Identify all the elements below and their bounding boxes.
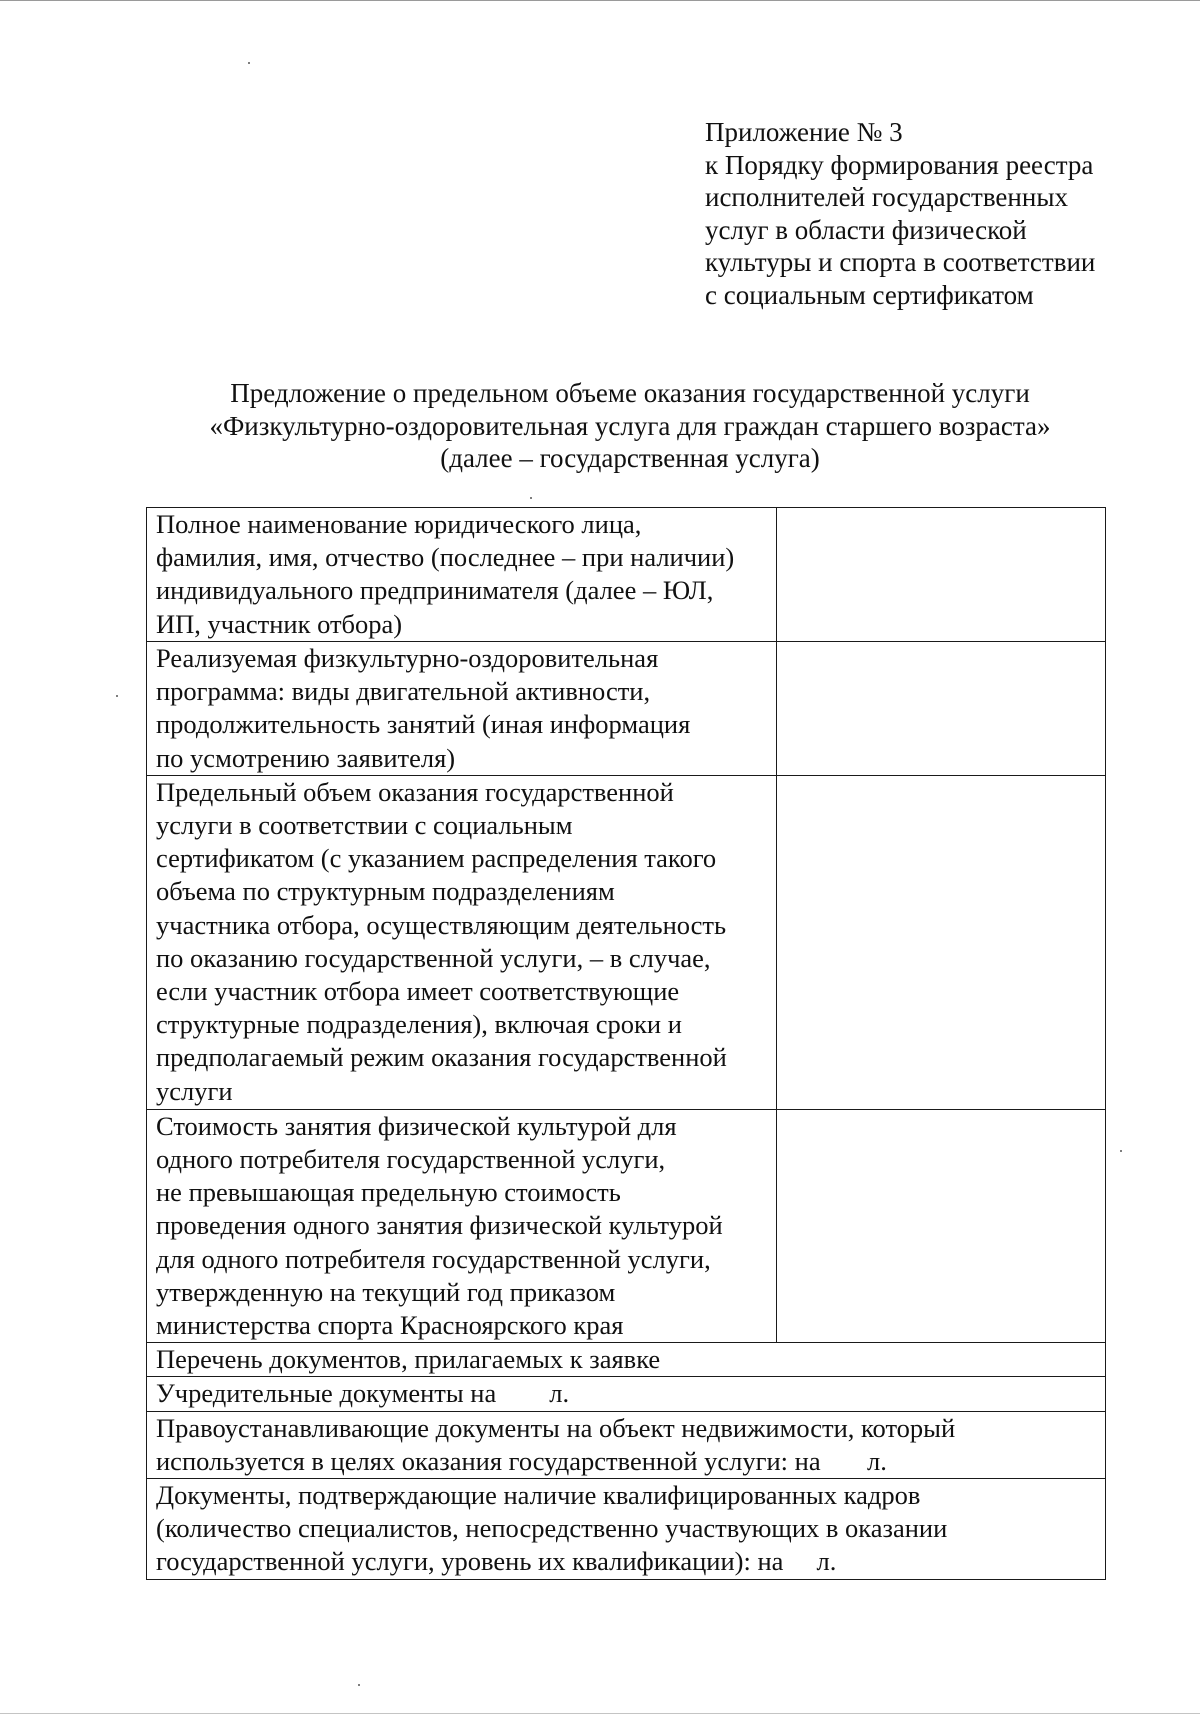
cell-text-line: продолжительность занятий (иная информация [156,709,691,740]
scan-speck [1120,1150,1122,1152]
appendix-line: культуры и спорта в соответствии [705,247,1096,277]
title-line: Предложение о предельном объеме оказания государственной услуги [230,378,1030,408]
cell-text-line: одного потребителя государственной услуги, [156,1144,666,1175]
cell-text-line: государственной услуги, уровень их квалификации): на л. [156,1546,837,1577]
appendix-line: услуг в области физической [705,214,1027,245]
cell-text-line: программа: виды двигательной активности, [156,676,651,707]
table-row [147,508,1106,642]
cell-text-line: Реализуемая физкультурно-оздоровительная [156,643,659,673]
title-line: «Физкультурно-оздоровительная услуга для граждан старшего возраста» [209,410,1051,441]
cell-text-line: Полное наименование юридического лица, [156,509,642,539]
cell-text-line: Правоустанавливающие документы на объект недвижимости, который [156,1412,956,1443]
field-label-cell [147,642,777,776]
title-line: (далее – государственная услуга) [440,443,820,473]
cell-text-line: объема по структурным подразделениям [156,876,615,907]
table-row [147,1343,1106,1377]
cell-text-line: проведения одного занятия физической культурой [156,1210,723,1241]
appendix-line: к Порядку формирования реестра [705,149,1094,180]
appendix-line: Приложение № 3 [705,117,903,147]
field-label-cell [147,775,777,1109]
field-value-cell-volume[interactable] [777,775,1106,1109]
cell-text-line: используется в целях оказания государственной услуги: на л. [156,1445,887,1476]
table-row [147,775,1106,1109]
table-row [147,642,1106,776]
cell-text-line: министерства спорта Красноярского края [156,1310,624,1341]
cell-text-line: Документы, подтверждающие наличие квалифицированных кадров [156,1480,921,1511]
cell-text-line: Предельный объем оказания государственной [156,776,674,807]
founding-documents-row[interactable] [147,1377,1106,1411]
document-title [130,377,1130,475]
field-label-cell [147,1109,777,1342]
field-label-cell [147,508,777,642]
staff-documents-row[interactable] [147,1479,1106,1580]
scan-top-edge [0,0,1200,1]
cell-text-line: услуги в соответствии с социальным [156,810,573,841]
appendix-block [705,116,1175,311]
cell-text-line: для одного потребителя государственной услуги, [156,1243,711,1274]
scan-speck [358,1684,360,1686]
cell-text-line: ИП, участник отбора) [156,608,403,639]
table-row [147,1109,1106,1342]
field-value-cell-cost[interactable] [777,1109,1106,1342]
cell-text-line: не превышающая предельную стоимость [156,1177,621,1208]
cell-text-line: по усмотрению заявителя) [156,742,456,773]
cell-text-line: структурные подразделения), включая сроки и [156,1009,682,1040]
cell-text-line: Стоимость занятия физической культурой для [156,1110,677,1141]
documents-list-heading [147,1343,1106,1377]
property-documents-row[interactable] [147,1411,1106,1478]
field-value-cell-applicant[interactable] [777,508,1106,642]
cell-text-line: утвержденную на текущий год приказом [156,1276,616,1307]
proposal-form-table [146,507,1106,1580]
table-row [147,1377,1106,1411]
scan-speck [116,695,118,697]
table-row [147,1479,1106,1580]
scan-speck [248,62,250,64]
scan-bottom-edge [0,1713,1200,1714]
cell-text-line: сертификатом (с указанием распределения такого [156,843,717,874]
cell-text-line: по оказанию государственной услуги, – в случае, [156,942,711,973]
appendix-line: исполнителей государственных [705,182,1068,212]
cell-text-line: (количество специалистов, непосредственно участвующих в оказании [156,1513,948,1544]
cell-text-line: индивидуального предпринимателя (далее – ЮЛ, [156,575,714,606]
cell-text-line: участника отбора, осуществляющим деятельность [156,909,727,940]
cell-text-line: предполагаемый режим оказания государственной [156,1042,727,1073]
appendix-line: с социальным сертификатом [705,279,1034,310]
field-value-cell-program[interactable] [777,642,1106,776]
cell-text-line: Перечень документов, прилагаемых к заявке [156,1344,661,1375]
cell-text-line: фамилия, имя, отчество (последнее – при наличии) [156,542,735,573]
scan-speck [530,497,532,499]
cell-text-line: услуги [156,1075,233,1106]
cell-text-line: если участник отбора имеет соответствующие [156,976,680,1007]
cell-text-line: Учредительные документы на л. [156,1378,570,1409]
table-row [147,1411,1106,1478]
